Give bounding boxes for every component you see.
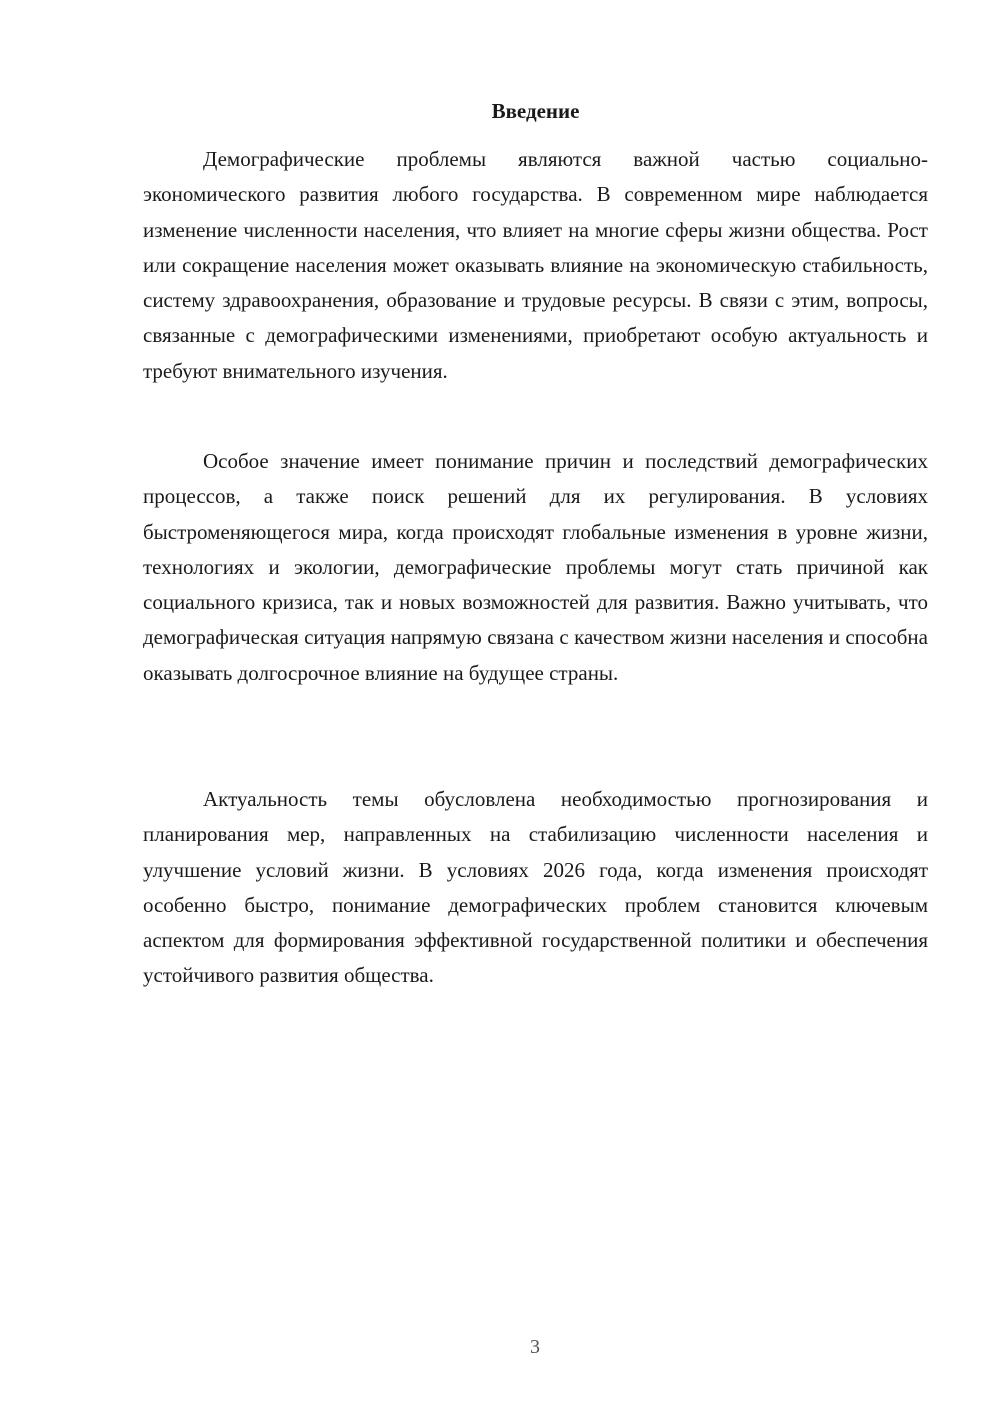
- section-heading: Введение: [491, 99, 580, 123]
- paragraph-3: Актуальность темы обусловлена необходимостью прогнозирования и планирования мер, направленных на стабилизацию численности населения и улучшение условий жизни. В условиях 2026 года, когда изменения происходят особенно быстро, понимание демографических проблем становится ключевым аспектом для формирования эффективной государственной политики и обеспечения устойчивого развития общества.: [143, 787, 928, 988]
- paragraph-1: Демографические проблемы являются важной частью социально-экономического развития любого государства. В современном мире наблюдается изменение численности населения, что влияет на многие сферы жизни общества. Рост или сокращение населения может оказывать влияние на экономическую стабильность, систему здравоохранения, образование и трудовые ресурсы. В связи с этим, вопросы, связанные с демографическими изменениями, приобретают особую актуальность и требуют внимательного изучения.: [143, 147, 928, 383]
- page-number: 3: [530, 1336, 540, 1358]
- paragraph-2: Особое значение имеет понимание причин и последствий демографических процессов, а также поиск решений для их регулирования. В условиях быстроменяющегося мира, когда происходят глобальные изменения в уровне жизни, технологиях и экологии, демографические проблемы могут стать причиной как социального кризиса, так и новых возможностей для развития. Важно учитывать, что демографическая ситуация напрямую связана с качеством жизни населения и способна оказывать долгосрочное влияние на будущее страны.: [143, 449, 928, 685]
